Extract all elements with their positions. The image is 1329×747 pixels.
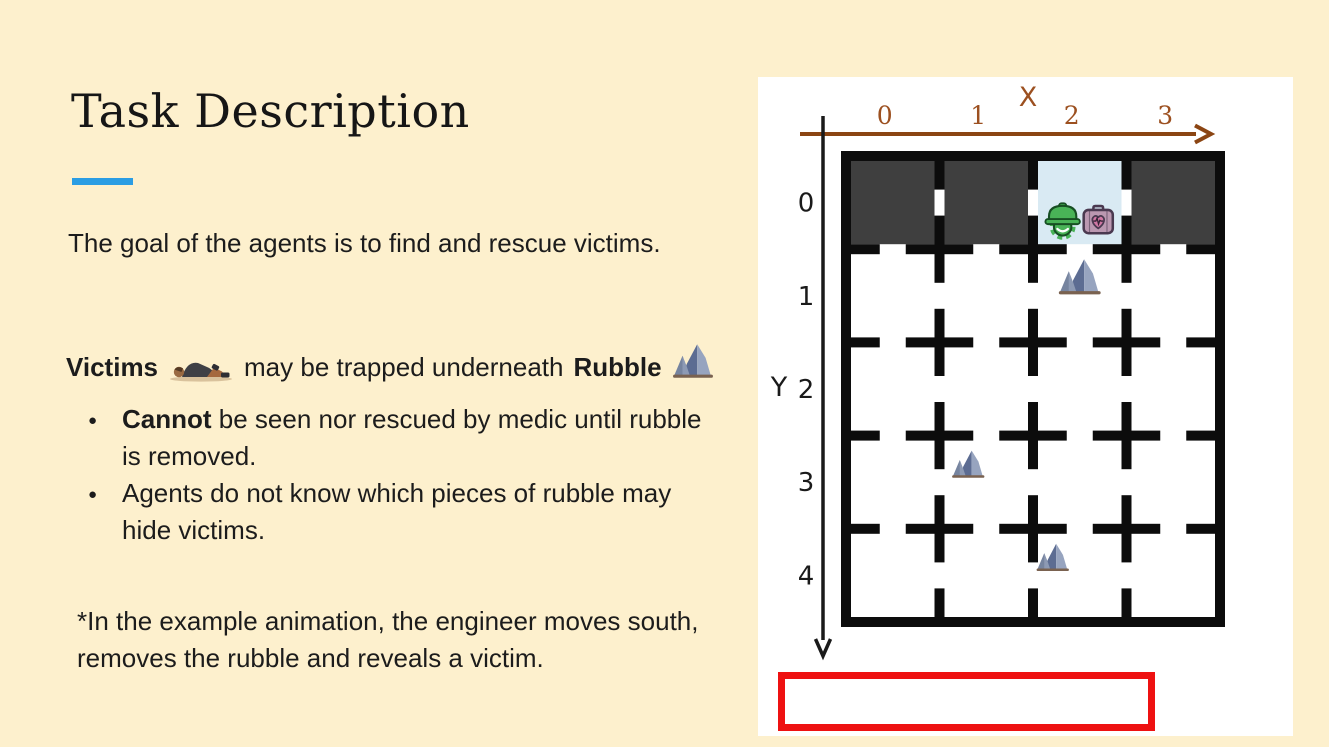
victim-icon (168, 351, 234, 383)
rubble-label: Rubble (573, 351, 662, 382)
svg-text:4: 4 (797, 561, 815, 592)
svg-text:2: 2 (1063, 101, 1080, 130)
page-title: Task Description (71, 84, 470, 138)
bullet-item-agents: ● Agents do not know which pieces of rubble may hide victims. (86, 475, 702, 549)
svg-text:3: 3 (1157, 101, 1174, 130)
svg-text:1: 1 (970, 101, 987, 130)
bullet-list (86, 401, 702, 549)
svg-text:Y: Y (770, 372, 788, 403)
svg-text:0: 0 (797, 188, 815, 219)
svg-text:3: 3 (797, 468, 815, 499)
svg-text:1: 1 (797, 281, 815, 312)
bullet-item-cannot: ● Cannot be seen nor rescued by medic until rubble is removed. (86, 401, 702, 475)
diagram-panel (758, 77, 1293, 736)
svg-text:X: X (1018, 82, 1038, 113)
svg-text:0: 0 (876, 101, 893, 130)
victims-label: Victims (66, 351, 159, 382)
footnote: *In the example animation, the engineer moves south, removes the rubble and reveals a victim. (77, 606, 699, 673)
rubble-icon (672, 332, 714, 390)
victims-line (66, 345, 714, 389)
intro-text: The goal of the agents is to find and rescue victims. (68, 228, 661, 258)
victims-middle-text: may be trapped underneath (244, 351, 564, 382)
svg-text:2: 2 (797, 375, 815, 405)
title-accent-bar (72, 178, 133, 185)
